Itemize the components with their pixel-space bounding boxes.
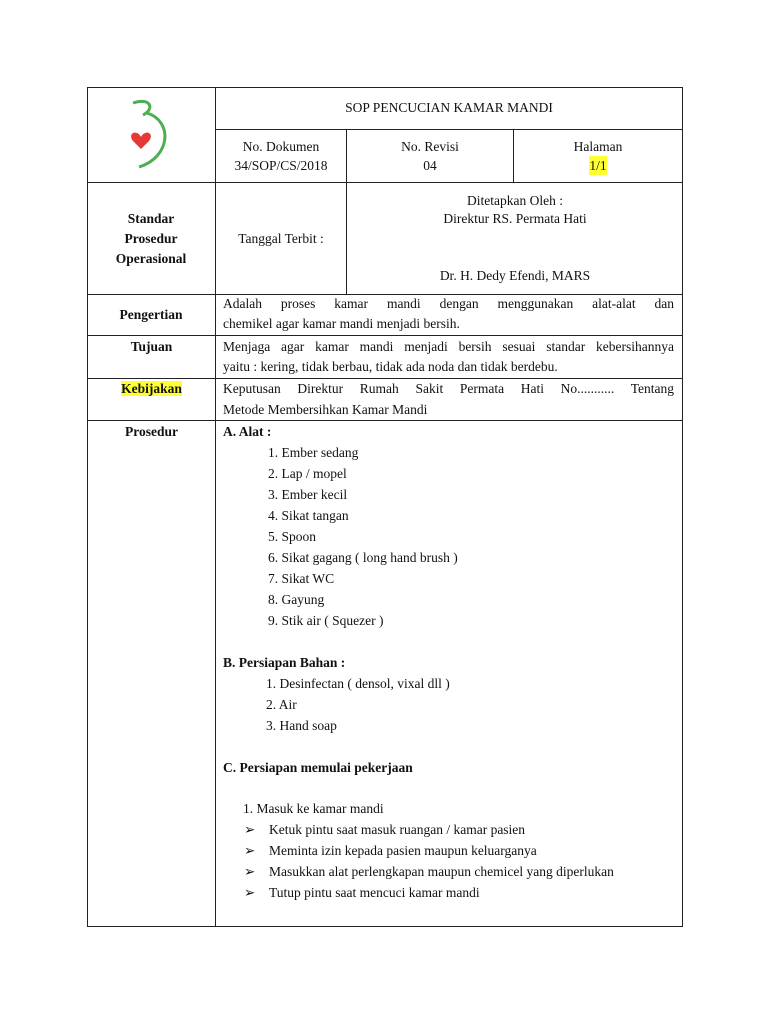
- sub-item-text: Masukkan alat perlengkapan maupun chemicel yang diperlukan: [269, 864, 614, 879]
- revision-label: No. Revisi: [401, 139, 459, 154]
- sub-item: [244, 882, 480, 903]
- prosedur-label: Prosedur: [125, 424, 178, 439]
- doc-number-value: 34/SOP/CS/2018: [234, 158, 328, 173]
- kebijakan-line1: Keputusan Direktur Rumah Sakit Permata Hati No........... Tentang: [223, 381, 674, 396]
- kebijakan-label-cell: [87, 379, 216, 421]
- hospital-logo-icon: [121, 95, 181, 175]
- director-title: Direktur RS. Permata Hati: [443, 211, 587, 226]
- pengertian-label: Pengertian: [119, 307, 183, 322]
- sub-item: [244, 840, 537, 861]
- doc-number-cell: [216, 130, 347, 183]
- arrow-bullet-icon: ➢: [244, 885, 256, 900]
- arrow-bullet-icon: ➢: [244, 822, 256, 837]
- kebijakan-line2: Metode Membersihkan Kamar Mandi: [223, 402, 428, 417]
- pengertian-line2: chemikel agar kamar mandi menjadi bersih.: [223, 316, 460, 331]
- tujuan-label: Tujuan: [130, 339, 173, 354]
- sub-item-text: Ketuk pintu saat masuk ruangan / kamar pasien: [269, 822, 526, 837]
- alat-item: 4. Sikat tangan: [268, 508, 349, 523]
- persiapan-heading: C. Persiapan memulai pekerjaan: [223, 760, 413, 775]
- alat-item: 2. Lap / mopel: [268, 466, 347, 481]
- revision-value: 04: [423, 158, 437, 173]
- step-1: 1. Masuk ke kamar mandi: [243, 801, 384, 816]
- sub-item-text: Tutup pintu saat mencuci kamar mandi: [269, 885, 480, 900]
- sop-label-line3: Operasional: [115, 250, 187, 266]
- alat-item: 1. Ember sedang: [268, 445, 359, 460]
- prosedur-content-cell: [216, 421, 683, 927]
- bahan-heading: B. Persiapan Bahan :: [223, 655, 346, 670]
- document-title: SOP PENCUCIAN KAMAR MANDI: [345, 100, 553, 115]
- kebijakan-content-cell: [216, 379, 683, 421]
- alat-item: 5. Spoon: [268, 529, 317, 544]
- logo-cell: [87, 87, 216, 183]
- alat-heading: A. Alat :: [223, 424, 272, 439]
- set-by-label: Ditetapkan Oleh :: [467, 193, 563, 208]
- page-label: Halaman: [573, 139, 623, 154]
- tujuan-line1: Menjaga agar kamar mandi menjadi bersih sesuai standar kebersihannya: [223, 339, 674, 354]
- tujuan-label-cell: [87, 336, 216, 379]
- alat-item: 7. Sikat WC: [268, 571, 335, 586]
- kebijakan-label: Kebijakan: [121, 381, 182, 396]
- bahan-item: 3. Hand soap: [266, 718, 337, 733]
- date-cell: [216, 183, 347, 295]
- revision-cell: [347, 130, 514, 183]
- tujuan-content-cell: [216, 336, 683, 379]
- sub-item: [244, 819, 525, 840]
- title-cell: [216, 87, 683, 130]
- bahan-item: 2. Air: [266, 697, 297, 712]
- page-value: 1/1: [589, 158, 607, 173]
- signer-name: Dr. H. Dedy Efendi, MARS: [439, 268, 591, 283]
- alat-item: 8. Gayung: [268, 592, 325, 607]
- alat-item: 6. Sikat gagang ( long hand brush ): [268, 550, 458, 565]
- sub-item: [244, 861, 614, 882]
- bahan-item: 1. Desinfectan ( densol, vixal dll ): [266, 676, 450, 691]
- sub-item-text: Meminta izin kepada pasien maupun keluarganya: [269, 843, 537, 858]
- prosedur-label-cell: [87, 421, 216, 927]
- pengertian-line1: Adalah proses kamar mandi dengan menggunakan alat-alat dan: [223, 296, 674, 311]
- pengertian-label-cell: [87, 295, 216, 336]
- approval-cell: [347, 183, 683, 295]
- alat-item: 3. Ember kecil: [268, 487, 348, 502]
- arrow-bullet-icon: ➢: [244, 843, 256, 858]
- sop-label-cell: [87, 183, 216, 295]
- sop-label-line1: Standar: [127, 210, 175, 226]
- tujuan-line2: yaitu : kering, tidak berbau, tidak ada noda dan tidak berdebu.: [223, 359, 558, 374]
- pengertian-content-cell: [216, 295, 683, 336]
- arrow-bullet-icon: ➢: [244, 864, 256, 879]
- doc-number-label: No. Dokumen: [242, 139, 320, 154]
- page-cell: [514, 130, 683, 183]
- sop-label-line2: Prosedur: [124, 230, 178, 246]
- date-label: Tanggal Terbit :: [238, 230, 324, 246]
- alat-item: 9. Stik air ( Squezer ): [268, 613, 384, 628]
